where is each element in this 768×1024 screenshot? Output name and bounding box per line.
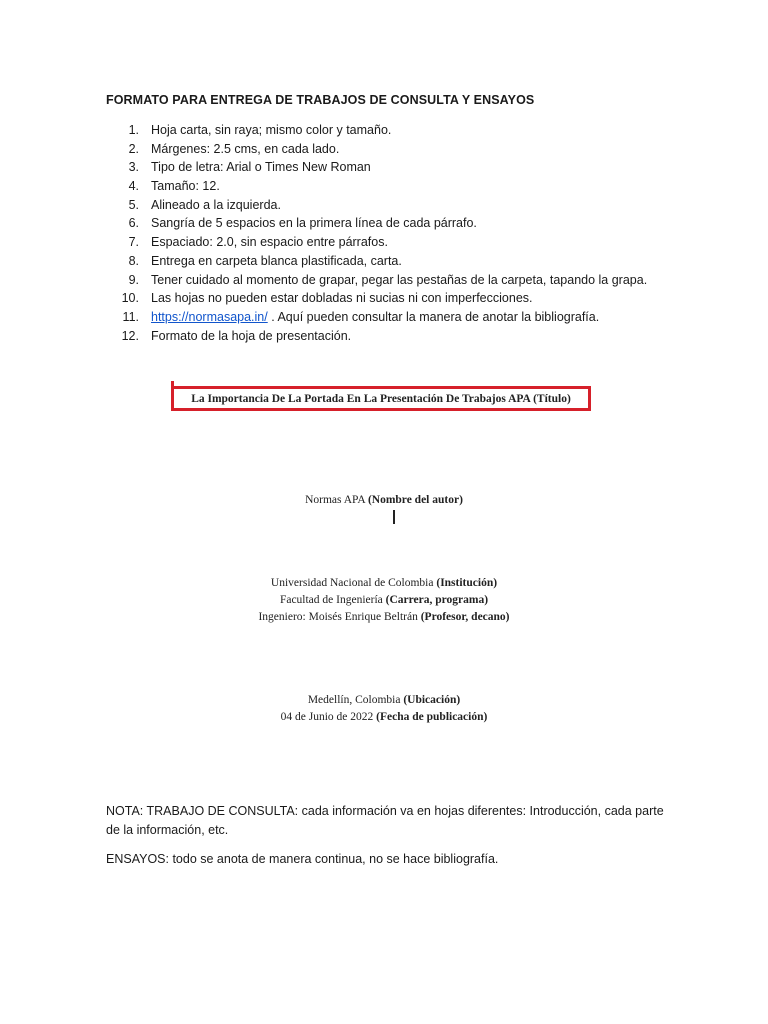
- cover-faculty: [0, 592, 768, 609]
- cover-title: La Importancia De La Portada En La Presentación De Trabajos APA (Título): [191, 392, 571, 405]
- list-item: [106, 233, 706, 252]
- list-number: 6.: [128, 216, 139, 231]
- list-number: 5.: [128, 197, 139, 212]
- list-number: 9.: [128, 272, 139, 287]
- list-number: 11.: [122, 309, 139, 324]
- cover-institution: [0, 575, 768, 592]
- list-number: 2.: [128, 141, 139, 156]
- cover-professor-value: Ingeniero: Moisés Enrique Beltrán: [258, 611, 421, 623]
- list-item: [106, 289, 706, 308]
- list-item-text: Tipo de letra: Arial o Times New Roman: [151, 160, 371, 175]
- list-item-text: Entrega en carpeta blanca plastificada, carta.: [151, 253, 402, 268]
- note-ensayos: ENSAYOS: todo se anota de manera continua, no se hace bibliografía.: [106, 852, 499, 866]
- normasapa-link[interactable]: https://normasapa.in/: [151, 309, 268, 324]
- list-item: [106, 177, 706, 196]
- list-number: 3.: [128, 160, 139, 175]
- list-number: 4.: [128, 179, 139, 194]
- list-item-text: . Aquí pueden consultar la manera de anotar la bibliografía.: [267, 309, 600, 324]
- format-list: [106, 121, 706, 345]
- list-item-text: Tamaño: 12.: [151, 179, 220, 194]
- cover-location-tag: (Ubicación): [403, 694, 461, 706]
- list-item-text: Sangría de 5 espacios en la primera línea de cada párrafo.: [151, 216, 477, 231]
- list-item-text: Márgenes: 2.5 cms, en cada lado.: [151, 141, 340, 156]
- list-number: 7.: [128, 235, 139, 250]
- list-item: [106, 196, 706, 215]
- cover-professor-tag: (Profesor, decano): [420, 611, 510, 623]
- list-number: 8.: [128, 253, 139, 268]
- list-item: [106, 308, 706, 327]
- cover-date-value: 04 de Junio de 2022: [280, 711, 377, 723]
- list-item: [106, 271, 706, 290]
- cover-author: [0, 492, 768, 509]
- cover-faculty-tag: (Carrera, programa): [385, 594, 489, 606]
- list-number: 12.: [121, 328, 139, 343]
- list-item: [106, 327, 706, 346]
- cover-author-value: Normas APA: [305, 494, 368, 506]
- page-heading: FORMATO PARA ENTREGA DE TRABAJOS DE CONSULTA Y ENSAYOS: [106, 93, 535, 107]
- cover-institution-value: Universidad Nacional de Colombia: [270, 577, 437, 589]
- list-item-text: Formato de la hoja de presentación.: [151, 328, 352, 343]
- cover-location-value: Medellín, Colombia: [307, 694, 404, 706]
- cover-title-frame: [171, 386, 591, 411]
- cover-date: [0, 709, 768, 726]
- cover-location: [0, 692, 768, 709]
- list-item-text: Hoja carta, sin raya; mismo color y tamaño.: [151, 123, 392, 137]
- list-item: [106, 121, 706, 140]
- list-item-text: Alineado a la izquierda.: [151, 197, 281, 212]
- cover-faculty-value: Facultad de Ingeniería: [279, 594, 386, 606]
- cover-institution-tag: (Institución): [436, 577, 498, 589]
- list-item-text: Tener cuidado al momento de grapar, pegar las pestañas de la carpeta, tapando la grapa.: [151, 272, 648, 287]
- list-item: [106, 158, 706, 177]
- cover-author-tag: (Nombre del autor): [367, 494, 463, 506]
- list-item-text: Espaciado: 2.0, sin espacio entre párrafos.: [151, 235, 388, 250]
- list-number: 1.: [128, 123, 139, 137]
- list-item: [106, 140, 706, 159]
- cover-professor: [0, 609, 768, 626]
- list-item-text: Las hojas no pueden estar dobladas ni sucias ni con imperfecciones.: [151, 291, 533, 306]
- list-item: [106, 214, 706, 233]
- list-item: [106, 252, 706, 271]
- note-consulta: NOTA: TRABAJO DE CONSULTA: cada información va en hojas diferentes: Introducción, cada parte de la información, etc.: [106, 804, 664, 837]
- text-cursor: [393, 510, 395, 524]
- list-number: 10.: [121, 291, 139, 306]
- cover-date-tag: (Fecha de publicación): [376, 711, 488, 723]
